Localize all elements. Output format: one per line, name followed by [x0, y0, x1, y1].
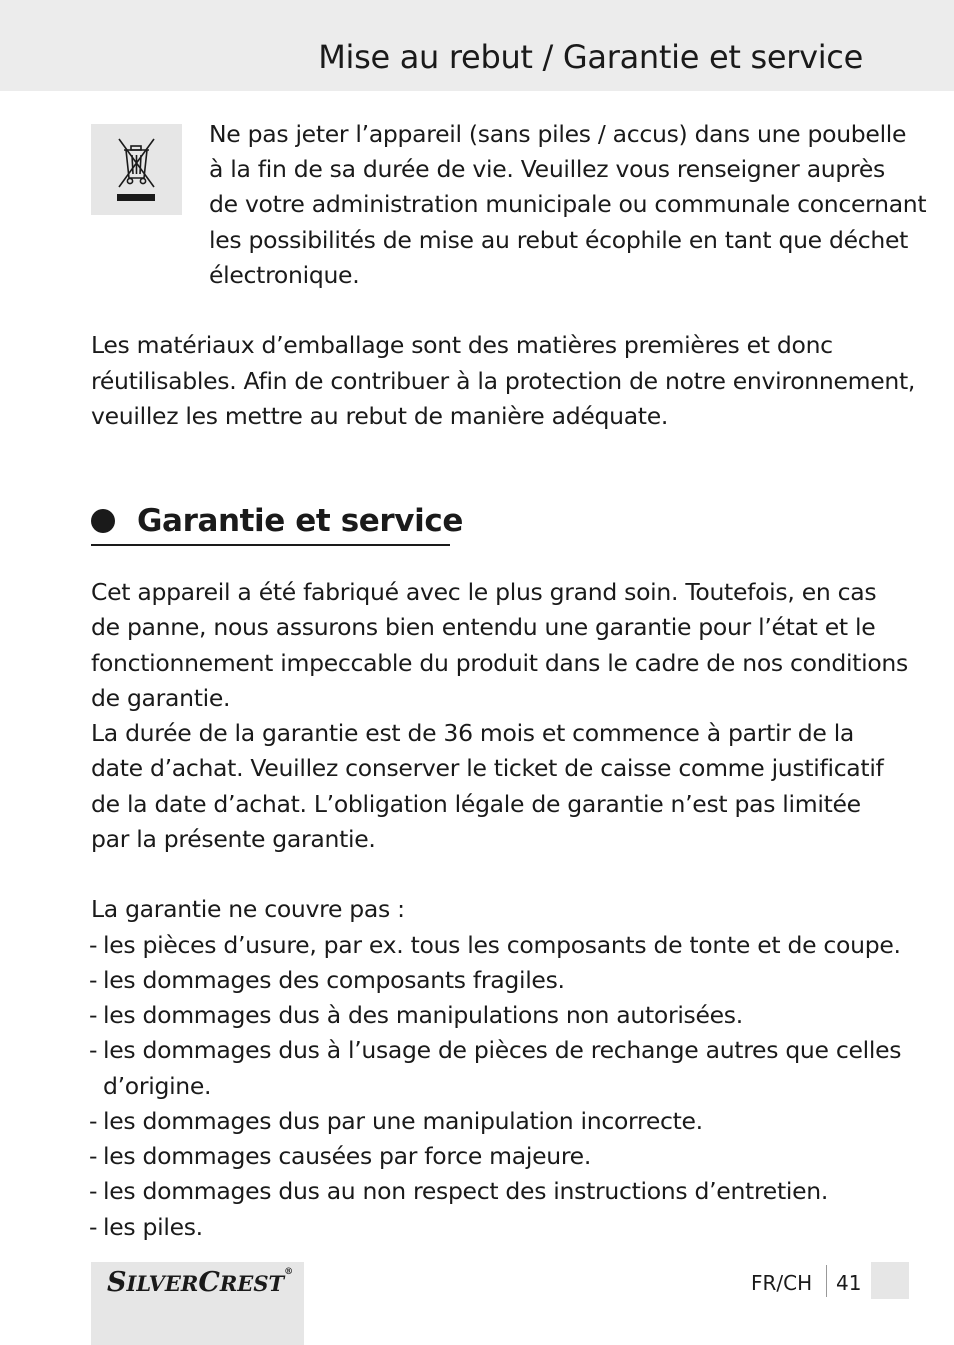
crossed-out-wheelie-bin-icon: [91, 124, 182, 215]
page-number: 41: [836, 1271, 862, 1295]
section-title: Garantie et service: [137, 503, 463, 539]
warranty-line: par la présente garantie.: [91, 825, 376, 853]
list-item-text: les dommages dus au non respect des instructions d’entretien.: [103, 1177, 829, 1205]
page-marker: [871, 1262, 909, 1299]
warranty-line: de la date d’achat. L’obligation légale de garantie n’est pas limitée: [91, 790, 861, 818]
disposal-line: les possibilités de mise au rebut écophile en tant que déchet: [209, 226, 909, 254]
packaging-line: veuillez les mettre au rebut de manière adéquate.: [91, 402, 669, 430]
packaging-line: réutilisables. Afin de contribuer à la protection de notre environnement,: [91, 367, 916, 395]
disposal-line: électronique.: [209, 261, 360, 289]
list-item: - les piles.: [89, 1213, 203, 1241]
warranty-line: de garantie.: [91, 684, 231, 712]
list-item-text: les dommages dus à l’usage de pièces de rechange autres que celles: [103, 1036, 902, 1064]
list-item: - les dommages dus au non respect des instructions d’entretien.: [89, 1177, 829, 1205]
list-item-text: les dommages causées par force majeure.: [103, 1142, 591, 1170]
warranty-line: date d’achat. Veuillez conserver le ticket de caisse comme justificatif: [91, 754, 884, 782]
list-item: - les dommages dus à l’usage de pièces de rechange autres que celles: [89, 1036, 902, 1064]
disposal-line: de votre administration municipale ou communale concernant: [209, 190, 927, 218]
list-item-text: les dommages dus par une manipulation incorrecte.: [103, 1107, 703, 1135]
list-item: - les dommages causées par force majeure.: [89, 1142, 591, 1170]
bullet-icon: [91, 509, 115, 533]
packaging-line: Les matériaux d’emballage sont des matières premières et donc: [91, 331, 833, 359]
list-item-text: les dommages dus à des manipulations non autorisées.: [103, 1001, 743, 1029]
disposal-line: Ne pas jeter l’appareil (sans piles / accus) dans une poubelle: [209, 120, 907, 148]
footer-divider: [826, 1265, 827, 1297]
warranty-line: Cet appareil a été fabriqué avec le plus grand soin. Toutefois, en cas: [91, 578, 877, 606]
list-item: - les dommages dus par une manipulation incorrecte.: [89, 1107, 703, 1135]
list-item: - les dommages dus à des manipulations non autorisées.: [89, 1001, 743, 1029]
list-item-text: les piles.: [103, 1213, 203, 1241]
page-title: Mise au rebut / Garantie et service: [318, 38, 863, 76]
disposal-line: à la fin de sa durée de vie. Veuillez vous renseigner auprès: [209, 155, 885, 183]
list-item-continuation: d’origine.: [103, 1072, 212, 1100]
list-item: - les pièces d’usure, par ex. tous les composants de tonte et de coupe.: [89, 931, 901, 959]
warranty-line: fonctionnement impeccable du produit dans le cadre de nos conditions: [91, 649, 908, 677]
warranty-line: La durée de la garantie est de 36 mois et commence à partir de la: [91, 719, 855, 747]
list-item: - les dommages des composants fragiles.: [89, 966, 565, 994]
exclusions-intro: La garantie ne couvre pas :: [91, 895, 405, 923]
weee-symbol: [91, 124, 182, 215]
language-code: FR/CH: [751, 1271, 813, 1295]
list-item-text: les dommages des composants fragiles.: [103, 966, 565, 994]
warranty-line: de panne, nous assurons bien entendu une garantie pour l’état et le: [91, 613, 876, 641]
list-item-text: les pièces d’usure, par ex. tous les composants de tonte et de coupe.: [103, 931, 901, 959]
brand-logo: SILVERCREST®: [107, 1267, 294, 1298]
section-heading: [91, 500, 463, 546]
